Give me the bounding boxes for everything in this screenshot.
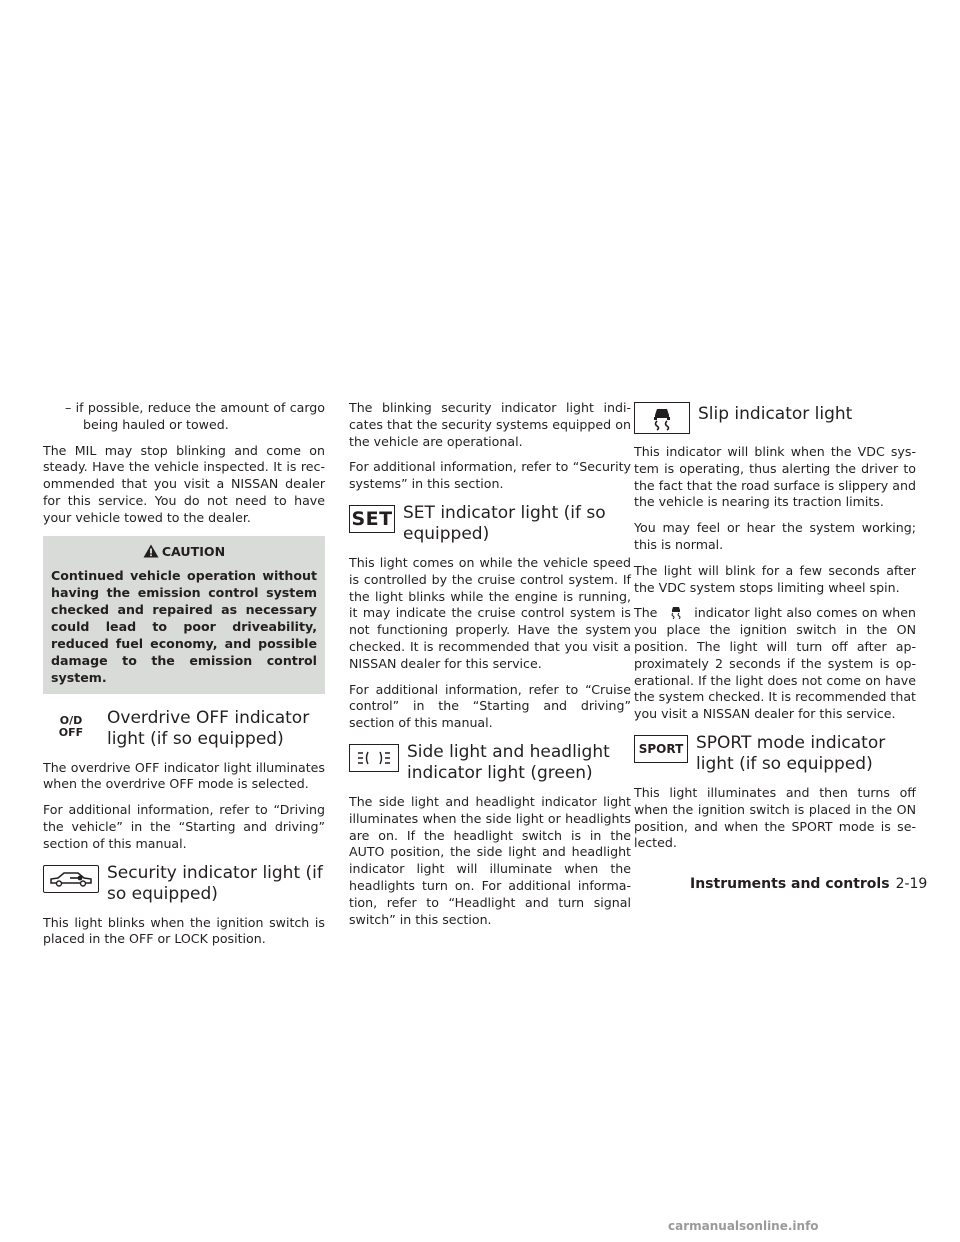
side-light-icon — [349, 744, 399, 772]
caution-box — [43, 536, 325, 694]
caution-header — [51, 544, 317, 559]
sport-heading — [634, 733, 916, 775]
mil-paragraph: The MIL may stop blinking and come on steady. Have the vehicle inspected. It is recommended that you visit a NISSAN dealer for this service. You do not need to have your vehicle towed to the dealer. — [43, 442, 325, 525]
page-footer — [690, 876, 927, 892]
slip-heading — [634, 400, 916, 434]
security-heading — [43, 863, 325, 905]
footer-section-title: Instruments and controls — [690, 876, 890, 892]
slip-paragraph-4: The indicator light also comes on when you place the ignition switch in the ON position. The light will turn off after approximately 2 seconds if the system is operational. If the light does not come on have the system checked. It is recommended that you visit a NISSAN dealer for this service. — [634, 605, 916, 722]
overdrive-off-icon: O/D OFF — [58, 713, 84, 739]
column-1 — [43, 400, 325, 957]
set-icon: SET — [349, 505, 395, 533]
overdrive-heading — [43, 708, 325, 750]
column-2 — [349, 400, 631, 937]
overdrive-heading-text: Overdrive OFF indicator light (if so equipped) — [107, 707, 310, 749]
overdrive-paragraph-1: The overdrive OFF indicator light illuminates when the overdrive OFF mode is selected. — [43, 759, 325, 792]
side-light-heading-text: Side light and headlight indicator light (green) — [407, 741, 610, 783]
side-light-paragraph: The side light and headlight indicator light illuminates when the side light or headlights are on. If the headlight switch is in the AUTO position, the side light and headlight indicator light will illuminate when the headlights turn on. For additional information, refer to “Headlight and turn signal switch” in this section. — [349, 793, 631, 927]
slip-paragraph-1: This indicator will blink when the VDC system is operating, thus alerting the driver to the fact that the road surface is slippery and the vehicle is nearing its traction limits. — [634, 444, 916, 510]
security-paragraph-2: The blinking security indicator light indicates that the security systems equipped on the vehicle are operational. — [349, 400, 631, 449]
slip-paragraph-2: You may feel or hear the system working; this is normal. — [634, 520, 916, 552]
sport-paragraph: This light illuminates and then turns off when the ignition switch is placed in the ON position, and when the SPORT mode is selected. — [634, 784, 916, 851]
security-heading-text: Security indicator light (if so equipped) — [107, 862, 323, 904]
slip-inline-icon — [662, 605, 690, 619]
page-number: 2-19 — [895, 876, 928, 892]
sport-icon: SPORT — [634, 735, 688, 763]
set-paragraph-1: This light comes on while the vehicle speed is controlled by the cruise control system. If the light blinks while the engine is running, it may indicate the cruise control system is not functioning properly. Have the system checked. It is recommended that you visit a NISSAN dealer for this service. — [349, 554, 631, 671]
set-heading — [349, 503, 631, 545]
overdrive-paragraph-2: For additional information, refer to “Driving the vehicle” in the “Starting and driving” section of this manual. — [43, 802, 325, 851]
security-paragraph-1: This light blinks when the ignition switch is placed in the OFF or LOCK position. — [43, 914, 325, 947]
side-light-heading — [349, 742, 631, 784]
sport-heading-text: SPORT mode indicator light (if so equipped) — [696, 732, 886, 774]
slip-heading-text: Slip indicator light — [698, 404, 853, 424]
watermark: carmanualsonline.info — [668, 1219, 819, 1233]
caution-text: Continued vehicle operation without having the emission control system checked and repaired as necessary could lead to poor driveability, reduced fuel economy, and possible damage to the emission control system. — [51, 567, 317, 685]
slip-indicator-icon — [634, 402, 690, 434]
slip-paragraph-3: The light will blink for a few seconds after the VDC system stops limiting wheel spin. — [634, 562, 916, 595]
set-paragraph-2: For additional information, refer to “Cruise control” in the “Starting and driving” section of this manual. — [349, 681, 631, 731]
security-paragraph-3: For additional information, refer to “Security systems” in this section. — [349, 459, 631, 492]
warning-triangle-icon — [143, 544, 159, 558]
security-car-icon — [43, 865, 99, 893]
set-heading-text: SET indicator light (if so equipped) — [403, 502, 606, 544]
column-3 — [634, 400, 916, 861]
cargo-bullet: – if possible, reduce the amount of cargo being hauled or towed. — [65, 400, 325, 432]
caution-title: CAUTION — [161, 543, 226, 559]
